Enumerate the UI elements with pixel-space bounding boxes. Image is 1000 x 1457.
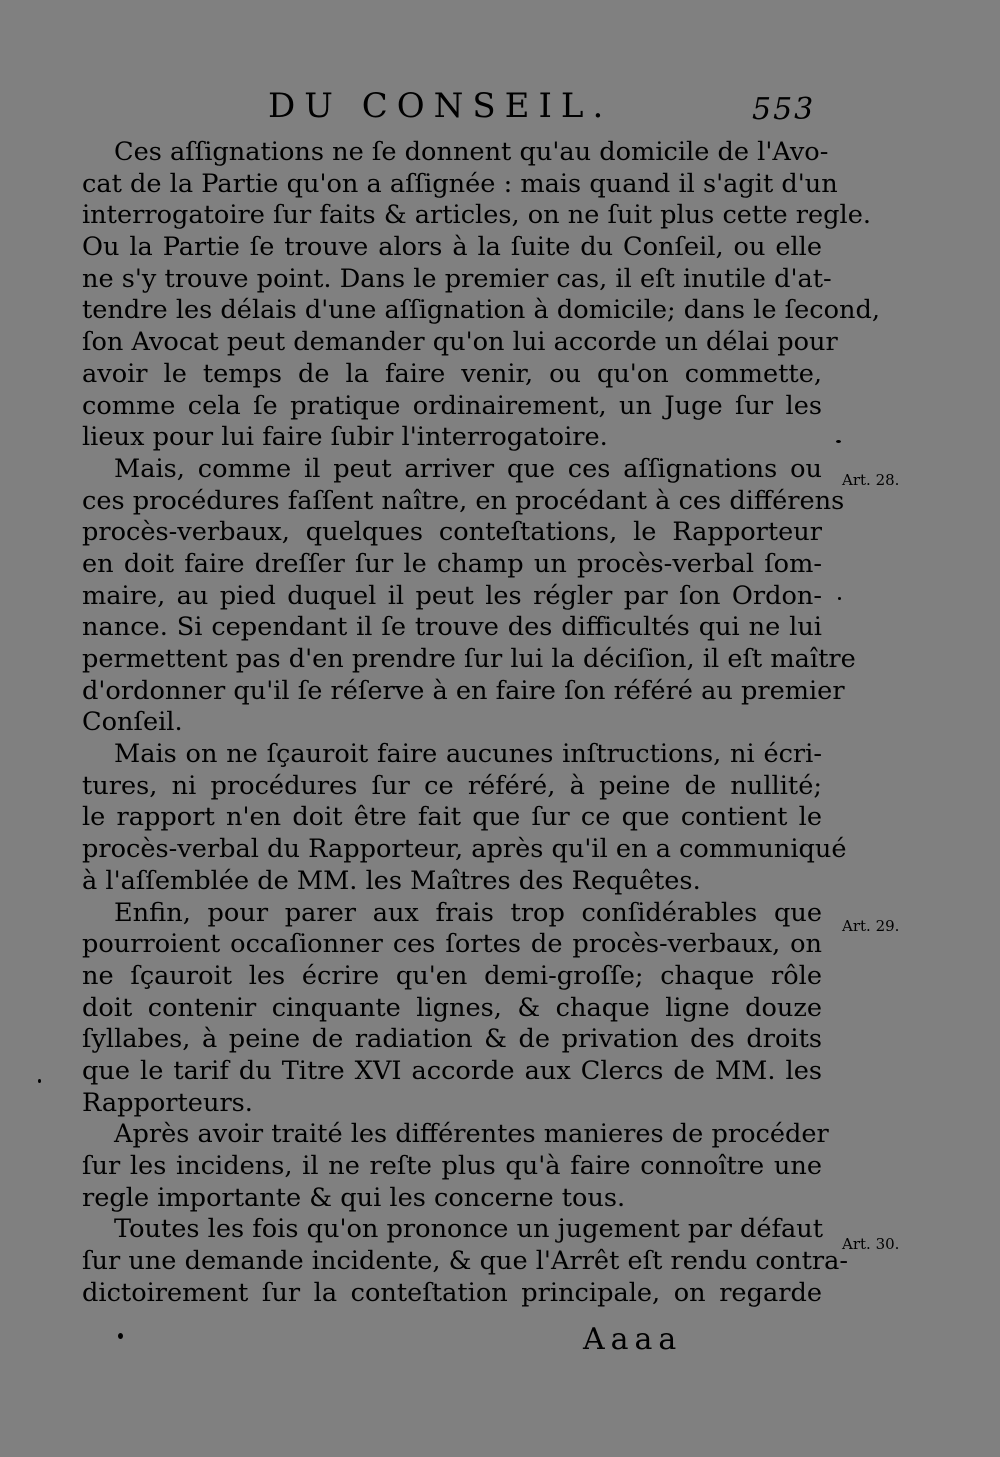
ink-speck: [836, 440, 841, 443]
text-line: nance. Si cependant il ſe trouve des difficultés qui ne lui: [82, 612, 822, 643]
paragraph-4: [82, 898, 822, 1120]
running-head: DU CONSEIL.: [268, 86, 613, 126]
text-line: Conſeil.: [82, 707, 183, 738]
text-line: Enfin, pour parer aux frais trop conſidérables que: [114, 897, 822, 928]
ink-speck: [118, 1333, 123, 1339]
text-line: Mais on ne ſçauroit faire aucunes inſtructions, ni écri-: [114, 739, 822, 770]
text-line: ſur une demande incidente, & que l'Arrêt eſt rendu contra-: [82, 1246, 849, 1277]
margin-note-article: Art. 28.: [842, 471, 900, 489]
text-line: tendre les délais d'une aſſignation à domicile; dans le ſecond,: [82, 295, 881, 326]
text-line: ne s'y trouve point. Dans le premier cas, il eſt inutile d'at-: [82, 263, 832, 294]
printer-signature: Aaaa: [583, 1322, 683, 1357]
text-line: ces procédures faſſent naître, en procédant à ces différens: [82, 485, 845, 516]
ink-speck: [38, 1079, 41, 1083]
ink-speck: [838, 597, 841, 600]
text-line: doit contenir cinquante lignes, & chaque ligne douze: [82, 992, 822, 1023]
paragraph-6: [82, 1214, 849, 1309]
text-line: avoir le temps de la faire venir, ou qu'on commette,: [82, 358, 822, 389]
text-line: ne ſçauroit les écrire qu'en demi-groſſe; chaque rôle: [82, 960, 822, 991]
text-line: ſon Avocat peut demander qu'on lui accorde un délai pour: [82, 327, 838, 358]
margin-note-article: Art. 29.: [842, 917, 900, 935]
text-line: d'ordonner qu'il ſe réſerve à en faire ſon référé au premier: [82, 675, 845, 706]
paragraph-1: [82, 137, 881, 454]
text-line: le rapport n'en doit être fait que ſur ce que contient le: [82, 802, 822, 833]
text-line: ſyllabes, à peine de radiation & de privation des droits: [82, 1024, 822, 1055]
text-line: comme cela ſe pratique ordinairement, un Juge ſur les: [82, 390, 822, 421]
paragraph-2: [82, 453, 856, 739]
text-line: dictoirement ſur la conteſtation principale, on regarde: [82, 1277, 822, 1308]
text-line: maire, au pied duquel il peut les régler par ſon Ordon-: [82, 580, 822, 611]
text-line: procès-verbal du Rapporteur, après qu'il en a communiqué: [82, 834, 847, 865]
text-line: cat de la Partie qu'on a aſſignée : mais quand il s'agit d'un: [82, 168, 838, 199]
page-number: 553: [752, 92, 816, 127]
text-line: Mais, comme il peut arriver que ces aſſignations ou: [114, 453, 822, 484]
text-line: ſur les incidens, il ne reſte plus qu'à faire connoître une: [82, 1151, 822, 1181]
text-line: pourroient occaſionner ces ſortes de procès-verbaux, on: [82, 929, 822, 960]
text-line: tures, ni procédures ſur ce référé, à peine de nullité;: [82, 770, 822, 801]
text-line: regle importante & qui les concerne tous.: [82, 1182, 626, 1213]
text-line: Ces aſſignations ne ſe donnent qu'au domicile de l'Avo-: [114, 137, 829, 167]
text-line: Ou la Partie ſe trouve alors à la ſuite du Conſeil, ou elle: [82, 232, 822, 263]
text-line: que le tarif du Titre XVI accorde aux Clercs de MM. les: [82, 1055, 822, 1086]
text-line: en doit faire dreſſer ſur le champ un procès-verbal ſom-: [82, 548, 822, 579]
margin-note-article: Art. 30.: [842, 1235, 900, 1253]
text-line: interrogatoire ſur faits & articles, on ne ſuit plus cette regle.: [82, 200, 872, 231]
text-line: procès-verbaux, quelques conteſtations, le Rapporteur: [82, 517, 822, 548]
text-line: Toutes les fois qu'on prononce un jugement par défaut: [114, 1214, 823, 1245]
text-line: à l'aſſemblée de MM. les Maîtres des Requêtes.: [82, 865, 701, 896]
text-line: Après avoir traité les différentes manieres de procéder: [114, 1119, 829, 1150]
text-line: permettent pas d'en prendre ſur lui la déciſion, il eſt maître: [82, 644, 856, 674]
paragraph-3: [82, 739, 847, 897]
paragraph-5: [82, 1119, 829, 1214]
text-line: lieux pour lui faire ſubir l'interrogatoire.: [82, 422, 608, 453]
text-line: Rapporteurs.: [82, 1087, 253, 1118]
